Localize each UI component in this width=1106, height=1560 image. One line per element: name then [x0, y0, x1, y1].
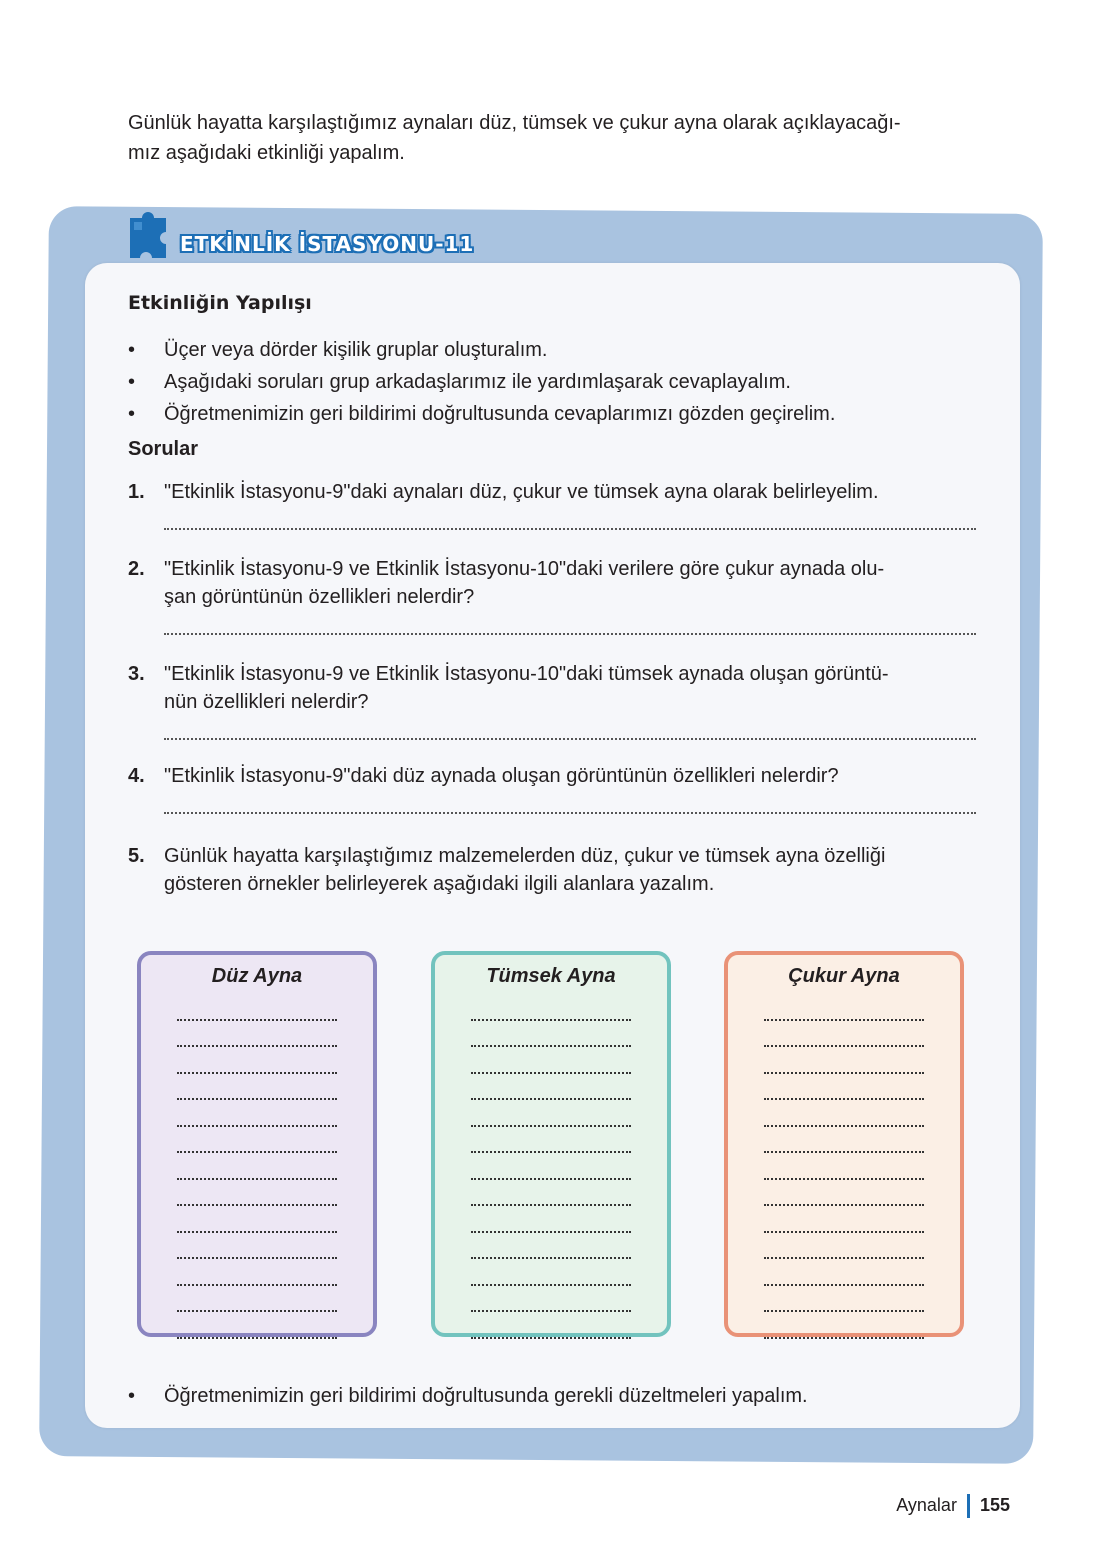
- box-title: Düz Ayna: [211, 965, 303, 987]
- puzzle-icon: [124, 204, 174, 264]
- question-1: [128, 478, 988, 530]
- write-line[interactable]: [764, 1259, 924, 1286]
- question-number: 1.: [128, 481, 145, 503]
- box-title: Çukur Ayna: [788, 965, 900, 987]
- procedure-item: • Aşağıdaki soruları grup arkadaşlarımız ile yardımlaşarak cevaplayalım.: [128, 366, 835, 398]
- question-number: 5.: [128, 845, 145, 867]
- write-line[interactable]: [764, 1100, 924, 1127]
- question-4: [128, 762, 988, 814]
- write-line[interactable]: [764, 1153, 924, 1180]
- write-line[interactable]: [471, 1074, 631, 1101]
- write-line[interactable]: [471, 1286, 631, 1313]
- chapter-name: Aynalar: [896, 1494, 957, 1515]
- write-line[interactable]: [471, 1312, 631, 1339]
- write-line[interactable]: [177, 1021, 337, 1048]
- procedure-list: [128, 334, 835, 430]
- write-line[interactable]: [177, 1074, 337, 1101]
- write-line[interactable]: [471, 1233, 631, 1260]
- footer-divider: [967, 1494, 970, 1518]
- answer-line[interactable]: [164, 619, 976, 635]
- write-line[interactable]: [471, 1259, 631, 1286]
- question-number: 2.: [128, 558, 145, 580]
- procedure-title: Etkinliğin Yapılışı: [128, 292, 312, 314]
- page-number: 155: [979, 1494, 1010, 1515]
- write-line[interactable]: [177, 1153, 337, 1180]
- question-text-cont: gösteren örnekler belirleyerek aşağıdaki ilgili alanlara yazalım.: [164, 873, 715, 895]
- write-line[interactable]: [471, 1021, 631, 1048]
- write-line[interactable]: [764, 1074, 924, 1101]
- write-line[interactable]: [471, 1153, 631, 1180]
- write-line[interactable]: [177, 1180, 337, 1207]
- question-number: 4.: [128, 765, 145, 787]
- questions-title: Sorular: [128, 438, 199, 460]
- question-text: "Etkinlik İstasyonu-9 ve Etkinlik İstasyonu-10"daki tümsek aynada oluşan görüntü-: [164, 663, 889, 685]
- answer-line[interactable]: [164, 798, 976, 814]
- station-title: ETKİNLİK İSTASYONU-11: [180, 232, 475, 256]
- final-note: • Öğretmenimizin geri bildirimi doğrultusunda gerekli düzeltmeleri yapalım.: [128, 1385, 808, 1407]
- write-line[interactable]: [764, 1206, 924, 1233]
- intro-line-1: Günlük hayatta karşılaştığımız aynaları düz, tümsek ve çukur ayna olarak açıklayacağı-: [128, 112, 901, 134]
- intro-paragraph: [128, 108, 988, 168]
- page-footer: [896, 1494, 1010, 1518]
- convex-mirror-box: [431, 951, 671, 1337]
- write-line[interactable]: [177, 1259, 337, 1286]
- write-line[interactable]: [177, 994, 337, 1021]
- final-note-text: Öğretmenimizin geri bildirimi doğrultusunda gerekli düzeltmeleri yapalım.: [164, 1385, 808, 1407]
- write-line[interactable]: [764, 1180, 924, 1207]
- question-text: "Etkinlik İstasyonu-9"daki aynaları düz, çukur ve tümsek ayna olarak belirleyelim.: [164, 481, 879, 503]
- question-5: [128, 842, 988, 898]
- write-line[interactable]: [764, 1047, 924, 1074]
- question-text-cont: nün özellikleri nelerdir?: [164, 691, 369, 713]
- write-line[interactable]: [764, 994, 924, 1021]
- write-line[interactable]: [764, 1127, 924, 1154]
- question-2: [128, 555, 988, 635]
- procedure-item: • Üçer veya dörder kişilik gruplar oluşturalım.: [128, 334, 835, 366]
- write-line[interactable]: [177, 1286, 337, 1313]
- question-text: "Etkinlik İstasyonu-9 ve Etkinlik İstasyonu-10"daki verilere göre çukur aynada olu-: [164, 558, 885, 580]
- write-line[interactable]: [471, 1127, 631, 1154]
- intro-line-2: mız aşağıdaki etkinliği yapalım.: [128, 142, 405, 164]
- answer-line[interactable]: [164, 724, 976, 740]
- procedure-item: • Öğretmenimizin geri bildirimi doğrultusunda cevaplarımızı gözden geçirelim.: [128, 398, 835, 430]
- write-line[interactable]: [471, 1047, 631, 1074]
- flat-mirror-box: [137, 951, 377, 1337]
- concave-mirror-box: [724, 951, 964, 1337]
- question-number: 3.: [128, 663, 145, 685]
- write-line[interactable]: [177, 1100, 337, 1127]
- question-text: "Etkinlik İstasyonu-9"daki düz aynada oluşan görüntünün özellikleri nelerdir?: [164, 765, 839, 787]
- box-title: Tümsek Ayna: [486, 965, 616, 987]
- question-text: Günlük hayatta karşılaştığımız malzemelerden düz, çukur ve tümsek ayna özelliği: [164, 845, 886, 867]
- write-line[interactable]: [177, 1127, 337, 1154]
- write-line[interactable]: [471, 1180, 631, 1207]
- write-line[interactable]: [764, 1312, 924, 1339]
- write-line[interactable]: [177, 1047, 337, 1074]
- question-3: [128, 660, 988, 740]
- write-line[interactable]: [764, 1286, 924, 1313]
- write-line[interactable]: [471, 1206, 631, 1233]
- write-line[interactable]: [471, 994, 631, 1021]
- write-line[interactable]: [177, 1312, 337, 1339]
- write-line[interactable]: [764, 1021, 924, 1048]
- write-line[interactable]: [177, 1206, 337, 1233]
- write-line[interactable]: [764, 1233, 924, 1260]
- answer-line[interactable]: [164, 514, 976, 530]
- question-text-cont: şan görüntünün özellikleri nelerdir?: [164, 586, 475, 608]
- write-line[interactable]: [471, 1100, 631, 1127]
- write-line[interactable]: [177, 1233, 337, 1260]
